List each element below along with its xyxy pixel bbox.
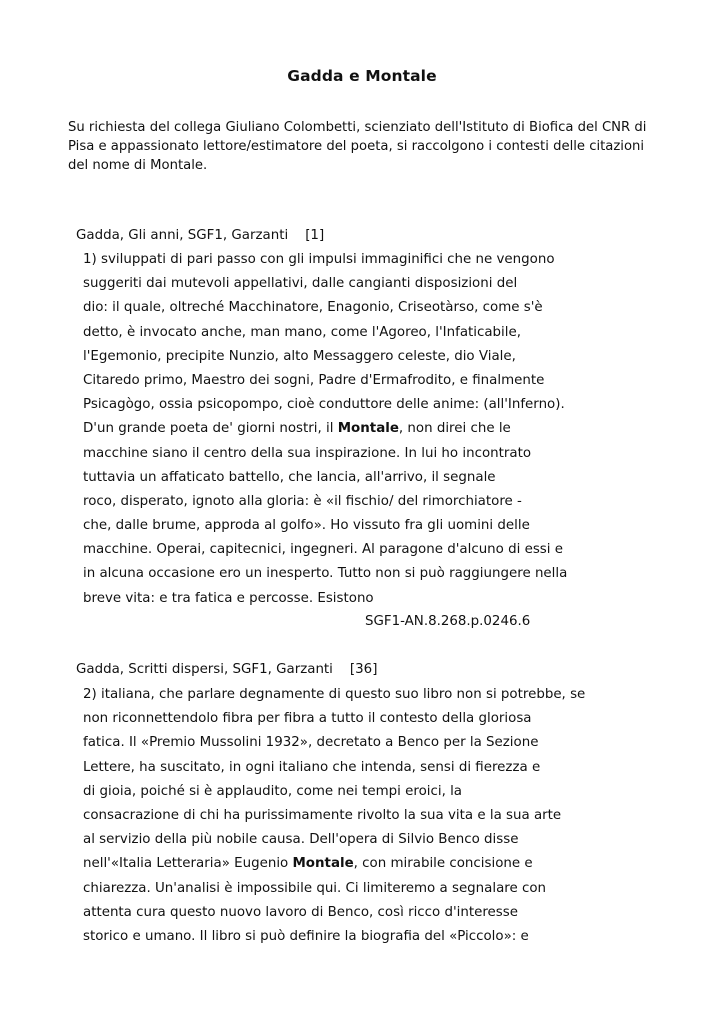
text-line [83, 369, 567, 393]
text-line [83, 538, 567, 562]
text-line [83, 345, 567, 369]
text-segment: 1) sviluppati di pari passo con gli impulsi immaginifici che ne vengono [83, 252, 555, 267]
text-segment: Lettere, ha suscitato, in ogni italiano che intenda, sensi di fierezza e [83, 759, 541, 775]
text-segment: suggeriti dai mutevoli appellativi, dalle cangianti disposizioni del [83, 276, 518, 292]
text-segment: breve vita: e tra fatica e percosse. Esistono [83, 590, 374, 606]
text-segment: tuttavia un affaticato battello, che lancia, all'arrivo, il segnale [83, 469, 496, 485]
text-segment: di gioia, poiché si è applaudito, come nei tempi eroici, la [83, 783, 463, 799]
text-segment: consacrazione di chi ha purissimamente rivolto la sua vita e la sua arte [83, 807, 562, 823]
citation-text [83, 683, 585, 949]
text-segment: non riconnettendolo fibra per fibra a tutto il contesto della gloriosa [83, 711, 532, 727]
text-segment: al servizio della più nobile causa. Dell'opera di Silvio Benco disse [83, 832, 519, 848]
text-line [83, 272, 567, 296]
text-line [83, 393, 567, 417]
text-segment: dio: il quale, oltreché Macchinatore, Enagonio, Criseotàrso, come s'è [83, 300, 543, 316]
text-segment: nell'«Italia Letteraria» Eugenio [83, 856, 293, 872]
text-segment: fatica. Il «Premio Mussolini 1932», decretato a Benco per la Sezione [83, 735, 539, 751]
text-line [83, 466, 567, 490]
text-segment: Citaredo primo, Maestro dei sogni, Padre d'Ermafrodito, e finalmente [83, 372, 545, 388]
text-segment: macchine siano il centro della sua inspirazione. In lui ho incontrato [83, 445, 532, 461]
text-line [83, 683, 585, 707]
text-line [83, 756, 585, 780]
text-segment: l'Egemonio, precipite Nunzio, alto Messaggero celeste, dio Viale, [83, 348, 516, 364]
text-segment: 2) italiana, che parlare degnamente di questo suo libro non si potrebbe, se [83, 687, 586, 702]
text-line [83, 442, 567, 466]
text-line [83, 321, 567, 345]
text-line [83, 707, 585, 731]
text-segment: in alcuna occasione ero un inesperto. Tutto non si può raggiungere nella [83, 566, 568, 582]
text-line [83, 780, 585, 804]
page-title: Gadda e Montale [287, 67, 437, 85]
text-segment: macchine. Operai, capitecnici, ingegneri. Al paragone d'alcuno di essi e [83, 542, 563, 558]
text-segment: Psicagògo, ossia psicopompo, cioè conduttore delle anime: (all'Inferno). [83, 397, 565, 413]
text-segment: chiarezza. Un'analisi è impossibile qui. Ci limiteremo a segnalare con [83, 880, 547, 896]
keyword-highlight: Montale [292, 856, 354, 872]
text-line [83, 587, 567, 611]
text-line [83, 417, 567, 441]
text-segment: attenta cura questo nuovo lavoro di Benco, così ricco d'interesse [83, 904, 518, 920]
keyword-highlight: Montale [337, 421, 399, 437]
text-segment: , non direi che le [398, 421, 511, 437]
text-segment: D'un grande poeta de' giorni nostri, il [83, 421, 338, 437]
citation-text [83, 248, 567, 611]
text-line [83, 901, 585, 925]
text-line [83, 877, 585, 901]
text-segment: roco, disperato, ignoto alla gloria: è «il fischio/ del rimorchiatore - [83, 493, 522, 509]
text-line [83, 925, 585, 949]
text-line [83, 562, 567, 586]
text-line [83, 731, 585, 755]
text-line [83, 804, 585, 828]
text-line [83, 248, 567, 272]
citation-source: Gadda, Gli anni, SGF1, Garzanti [1] [76, 228, 325, 243]
text-line [83, 852, 585, 876]
text-line [83, 296, 567, 320]
text-line [83, 514, 567, 538]
text-segment: , con mirabile concisione e [353, 856, 533, 872]
text-segment: storico e umano. Il libro si può definire la biografia del «Piccolo»: e [83, 928, 529, 944]
text-segment: detto, è invocato anche, man mano, come l'Agoreo, l'Infaticabile, [83, 324, 521, 340]
text-line [83, 828, 585, 852]
text-line [83, 490, 567, 514]
citation-source: Gadda, Scritti dispersi, SGF1, Garzanti [36] [76, 662, 378, 677]
text-segment: che, dalle brume, approda al golfo». Ho vissuto fra gli uomini delle [83, 518, 530, 534]
citation-reference: SGF1-AN.8.268.p.0246.6 [365, 614, 531, 629]
intro-paragraph: Su richiesta del collega Giuliano Colombetti, scienziato dell'Istituto di Biofica del CNR di Pisa e appassionato lettore/estimatore del poeta, si raccolgono i contesti delle citazioni del nome di Montale. [68, 120, 647, 173]
